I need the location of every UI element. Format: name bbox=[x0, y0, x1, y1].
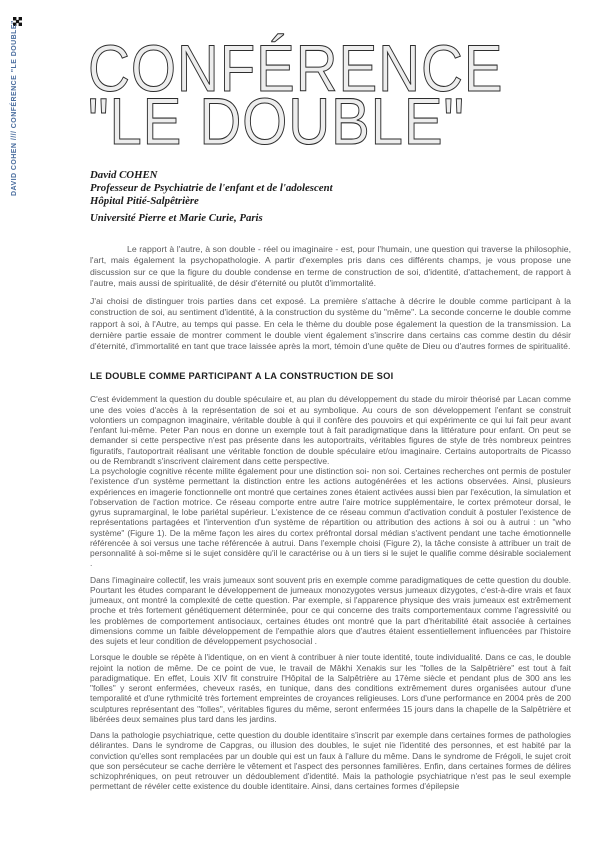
section-paragraph-3: Dans l'imaginaire collectif, les vrais jumeaux sont souvent pris en exemple comme paradigmatiques de cette question du double. Pourtant les études comparant le développement de jumeaux monozygotes versus jumeaux dizygotes, c'est-à-dire vrais et faux jumeaux, ont montré la complexité de cette question. Par exemple, si l'apparence physique des vrais jumeaux est extrêmement proche et très fortement génétiquement déterminée, pour ce qui concerne des traits comportementaux comme l'agressivité ou les problèmes de comportement antisociaux, certaines études ont montré que la part d'héritabilité était associée à certaines dimensions comme un faible développement de l'empathie alors que d'autres étaient essentiellement influencées par l'histoire des sujets et leur condition de développement psychosocial . bbox=[90, 574, 571, 646]
author-block bbox=[90, 169, 333, 225]
section-paragraph-5: Dans la pathologie psychiatrique, cette question du double identitaire s'inscrit par exemple dans certaines formes de pathologies délirantes. Dans le syndrome de Capgras, ou illusion des doubles, le sujet nie l'identité des personnes, et est habité par la conviction qu'elles sont remplacées par un double qui est un faux à l'allure du même. Dans le syndrome de Frégoli, le sujet croit que son persécuteur se cache derrière le vêtement et l'aspect des personnes familières. Enfin, dans certaines formes de délires schizophréniques, on peut retrouver un dédoublement d'identité. Mais la pathologie psychiatrique n'est pas le seul exemple permettant de révéler cette existence du double identitaire. Ainsi, dans certaines formes d'épilepsie bbox=[90, 730, 571, 792]
author-name: David COHEN bbox=[90, 169, 158, 181]
intro-paragraph-1: Le rapport à l'autre, à son double - réel ou imaginaire - est, pour l'humain, une question qui traverse la philosophie, l'art, mais également la psychopathologie. A partir d'exemples pris dans ces différents champs, je vous propose une discussion sur ce que la figure du double condense en terme de construction de soi, d'identité, d'attachement, de rapport à l'autre, mais aussi de spiritualité, de désir d'éternité ou plutôt d'immortalité. bbox=[90, 244, 571, 288]
section-body bbox=[90, 394, 571, 791]
page-title-line2: "LE DOUBLE" bbox=[88, 84, 465, 158]
page-title bbox=[88, 31, 504, 158]
author-university: Université Pierre et Marie Curie, Paris bbox=[90, 211, 263, 224]
body-column bbox=[90, 244, 571, 798]
section-paragraph-1: C'est évidemment la question du double spéculaire et, au plan du développement du stade du miroir théorisé par Lacan comme une des voies d'accès à la représentation de soi et au symbolique. Au cours de son développement l'enfant se construit volontiers un compagnon imaginaire, véritable double à qui il confère des pouvoirs et qui expérimente ce qui lui fait peur avant l'enfant lui-même. Peter Pan nous en donne un exemple tout à fait paradigmatique dans la littérature pour enfant. On peut se demander si cette perspective n'est pas présente dans les autoportraits, véritables figures de style de très nombreux peintres figuratifs, l'autoportrait réalisant une véritable fonction de double spéculaire et/ou imaginaire. Certains autoportraits de Picasso ou de Rembrandt s'inscrivent clairement dans cette perspective. bbox=[90, 394, 571, 466]
intro-paragraph-2: J'ai choisi de distinguer trois parties dans cet exposé. La première s'attache à décrire le double comme participant à la construction de soi, au sentiment d'identité, à la construction du système du "même". La seconde concerne le double comme rapport à soi, à l'Autre, au temps qui passe. En cela le thème du double pose également la question de la transmission. La dernière partie essaie de montrer comment le double vient également s'inscrire dans certains cas comme destin du désir d'éternité, d'immortalité en tant que trace laissée après la mort, témoin d'une quête de Dieu ou d'autres formes de spiritualité. bbox=[90, 296, 571, 351]
author-title: Professeur de Psychiatrie de l'enfant et de l'adolescent bbox=[90, 182, 333, 195]
section-paragraph-2: La psychologie cognitive récente milite également pour une distinction soi- non soi. Certaines recherches ont permis de postuler l'existence d'un système permettant la distinction entre les actions autogénérées et les actions observées. Ainsi, plusieurs expériences en imagerie fonctionnelle ont montré que certaines zones étaient activées aussi bien par l'exécution, la simulation et l'observation de l'action motrice. Ce réseau comporte entre autre l'aire motrice supplémentaire, le cortex prémoteur dorsal, le gyrus supramarginal, le lobe pariétal supérieur. L'existence de ce réseau commun d'activation conduit à postuler l'existence de représentations partagées et l'intervention d'un système de répartition ou attribution des actions à soi ou à autrui : un "who système" (Figure 1). De la même façon les aires du cortex préfrontal dorsal médian s'activent pendant une tache émotionnelle référencée à soi versus une tache référencée à autrui. Dans l'exemple choisi (Figure 2), la tâche consiste à attribuer un trait de personnalité à soi-même si le sujet considère qu'il le caractérise ou à un tiers si le sujet le qualifie comme désirable socialement . bbox=[90, 466, 571, 569]
section-heading: LE DOUBLE COMME PARTICIPANT A LA CONSTRUCTION DE SOI bbox=[90, 371, 394, 382]
intro-block bbox=[90, 244, 571, 352]
section-paragraph-4: Lorsque le double se répète à l'identique, on en vient à contribuer à nier toute identité, toute individualité. Dans ce cas, le double rejoint la notion de même. De ce point de vue, le travail de Mâkhi Xenakis sur les "folles de la Salpêtrière" est tout à fait paradigmatique. En effet, Louis XIV fit construire l'Hôpital de la Salpêtrière au 17ème siècle et pendant plus de 300 ans les "folles" y seront enfermées, cheveux rasés, en tunique, dans des conditions extrêmement dures organisées autour d'une temporalité et d'une rythmicité très fortement empreintes de croyances religieuses. Lors d'une performance en 2004 près de 200 sculptures représentant des "folles", véritables figures du même, seront enfermées 15 jours dans la chapelle de la Salpêtrière et libérées deux semaines plus tard dans les jardins. bbox=[90, 652, 571, 724]
page-title-line1: CONFÉRENCE bbox=[88, 31, 504, 105]
spine-vertical-label: DAVID COHEN //// CONFÉRENCE "LE DOUBLE" bbox=[11, 20, 18, 196]
author-hospital: Hôpital Pitié-Salpêtrière bbox=[90, 195, 199, 208]
